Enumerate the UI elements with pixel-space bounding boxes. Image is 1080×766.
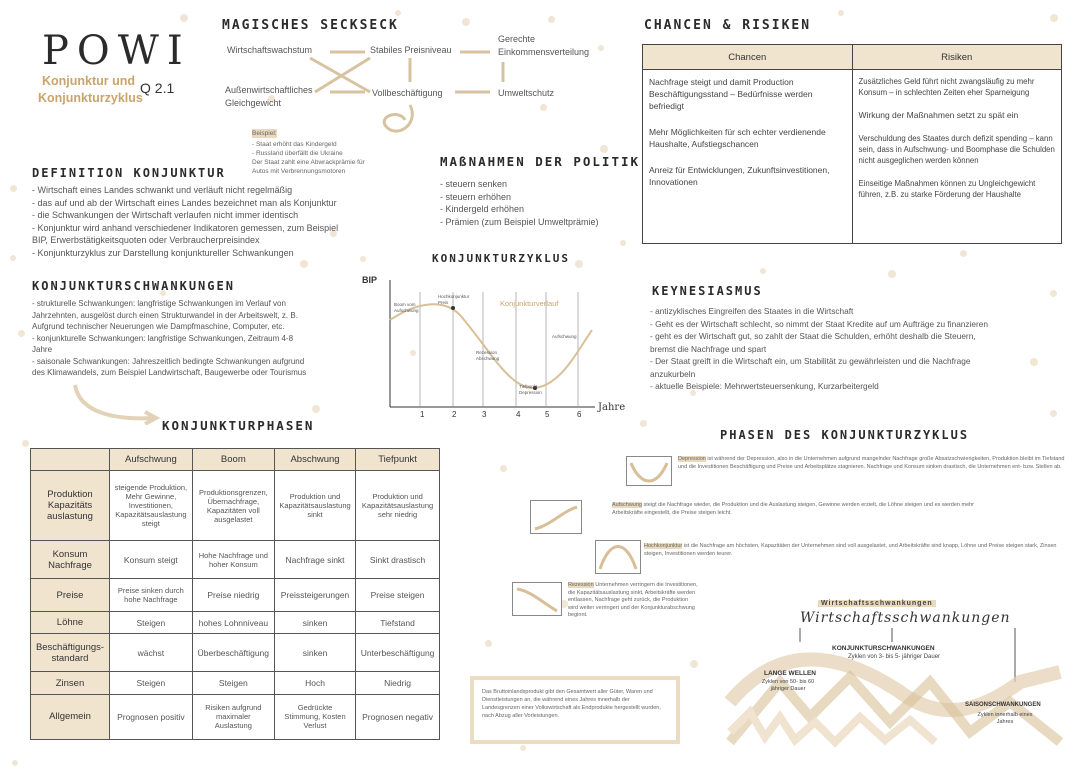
risiken-item: Verschuldung des Staates durch defizit spending – kann sein, dass in Aufschwung- und Boomphase die Schulden nicht ausgeglichen werden können	[858, 134, 1055, 166]
phase-text	[612, 502, 982, 517]
phase-icon-aufschwung	[530, 500, 582, 534]
definition-line: - das auf und ab der Wirtschaft eines Landes bezeichnet man als Konjunktur	[32, 197, 337, 208]
schwankungen-line: - saisonale Schwankungen: Jahreszeitlich bedingte Schwankungen aufgrund	[32, 356, 305, 366]
saison-sub: Zyklen innerhalb eines Jahres	[977, 712, 1033, 725]
example-line: - Russland überfällt die Ukraine	[252, 150, 343, 157]
phasen-cell: Steigen	[110, 611, 193, 634]
phasen-cell: Tiefstand	[356, 611, 440, 634]
chancen-risiken-table	[642, 44, 1062, 244]
phasen-cell: Produktion und Kapazitätsauslastung sehr niedrig	[356, 471, 440, 541]
phase-desc: steigt die Nachfrage wieder, die Produktion und die Auslastung steigen, Gewinne werden erzielt, die Löhne steigen und es werden mehr Arbeitskräfte eingestellt, die Preise steigen leicht.	[612, 502, 975, 516]
chart-label: Tiefpunkt Depression	[519, 384, 542, 395]
phasen-row	[31, 672, 440, 695]
phasen-cell: steigende Produktion, Mehr Gewinne, Investitionen, Kapazitätsauslastung steigt	[110, 471, 193, 541]
phase-icon-rezession	[512, 582, 562, 616]
chancen-item: Anreiz für Entwicklungen, Zukunftsinvestitionen, Innovationen	[649, 165, 830, 188]
chancen-item: Nachfrage steigt und damit Production Beschäftigungsstand – Bedürfnisse werden befriedigt	[649, 77, 813, 112]
phasen-row	[31, 541, 440, 579]
curl-arrow-icon	[380, 100, 420, 145]
zyklus-ylabel: BIP	[362, 275, 378, 285]
seckseck-example	[252, 122, 365, 176]
phase-desc: ist die Nachfrage am höchsten, Kapazitäten der Unternehmen sind voll ausgelastet, und Arbeitskräfte sind knapp, Löhne und Preise steigen stark, Zinsen steigen, Investitionen werden teurer.	[644, 543, 1057, 557]
bip-note-text: Das Bruttoinlandsprodukt gibt den Gesamtwert aller Güter, Waren und Dienstleistungen an, die während eines Jahres innerhalb der Landesgrenzen einer Volkswirtschaft als Endprodukte hergestellt wurden, nach Abzug aller Vorleistungen.	[482, 689, 661, 719]
massnahmen-item: - Kindergeld erhöhen	[440, 204, 525, 214]
phasen-cell: sinken	[274, 634, 355, 672]
keynes-line: bremst die Nachfrage und spart	[650, 343, 767, 354]
chancen-col-header: Chancen	[643, 45, 853, 70]
chart-label: Boom vom Aufschwung	[394, 302, 419, 313]
phasen-row-header: Preise	[31, 579, 110, 611]
risiken-col-header: Risiken	[852, 45, 1062, 70]
definition-text	[32, 184, 392, 259]
saison-title: SAISONSCHWANKUNGEN	[965, 702, 1041, 708]
schwankungen-line: Aufgrund technischer Neuerungen wie Dampfmaschine, Computer, etc.	[32, 322, 285, 331]
schwankungen-line: Jahrzehnten, ausgelöst durch einen Strukturwandel in der Arbeitswelt, z. B.	[32, 310, 298, 320]
phasen-row-header: Allgemein	[31, 694, 110, 739]
phasen-cell: Produktion und Kapazitätsauslastung sinkt	[274, 471, 355, 541]
seckseck-item-2: Stabiles Preisniveau	[370, 45, 452, 55]
seckseck-heading: MAGISCHES SECKSECK	[222, 18, 399, 33]
phase-desc: Unternehmen verringern die Investitionen, die Kapazitätsauslastung sinkt, Arbeitskräfte werden entlassen, Nachfrage geht zurück, die Produktion wird weiter verringert und der Konjunkturabschwung beginnt.	[568, 582, 698, 618]
phase-term: Depression	[678, 456, 706, 462]
keynes-heading: KEYNESIASMUS	[652, 284, 763, 298]
x-tick: 1	[420, 410, 425, 419]
schwankungen-heading: KONJUNKTURSCHWANKUNGEN	[32, 279, 235, 293]
keynes-line: - Der Staat greift in die Wirtschaft ein, um Stabilität zu gewährleisten und die Nachfrage	[650, 356, 971, 366]
phasen-cell: Unterbeschäftigung	[356, 634, 440, 672]
zyklus-ticks	[386, 410, 616, 422]
phase-icon-depression	[626, 456, 672, 486]
phasen-cell: Sinkt drastisch	[356, 541, 440, 579]
phasen-row	[31, 634, 440, 672]
phasen-col-header: Abschwung	[274, 449, 355, 471]
phasen-row	[31, 579, 440, 611]
phasen-cell: Hoch	[274, 672, 355, 695]
phase-desc: ist während der Depression, also in die Unternehmen aufgrund mangelnder Nachfrage große Absatzschwierigkeiten, Produktion bleibt im Tiefstand und die Investitionen Beschäftigung und Preise und Arbeitsplätze stagnieren. Nachfrage und Konsum sinken drastisch, die Unternehmen ent- bzw. Stellen ab.	[678, 456, 1065, 470]
phasen-row-header: Konsum Nachfrage	[31, 541, 110, 579]
phasen-cell: Steigen	[192, 672, 274, 695]
example-line: Autos mit Verbrennungsmotoren	[252, 168, 346, 175]
schwankungen-diagram-title: Wirtschaftsschwankungen	[800, 610, 1011, 626]
massnahmen-list	[440, 178, 620, 228]
definition-line: - Konjunkturzyklus zur Darstellung konjunktureller Schwankungen	[32, 247, 294, 258]
x-tick: 3	[482, 410, 487, 419]
chancen-item: Mehr Möglichkeiten für sch echter verdienende Haushalte, Aufstiegschancen	[649, 127, 826, 150]
phasen-cell: hohes Lohnniveau	[192, 611, 274, 634]
phasen-cell: sinken	[274, 611, 355, 634]
massnahmen-item: - steuern erhöhen	[440, 191, 512, 202]
keynes-line: - antizyklisches Eingreifen des Staates in die Wirtschaft	[650, 306, 854, 316]
zyklus-xlabel: Jahre	[598, 402, 626, 413]
phasen-col-header: Aufschwung	[110, 449, 193, 471]
seckseck-item-3: Gerechte Einkommensverteilung	[498, 34, 590, 57]
phase-text	[644, 543, 1064, 558]
course-code: Q 2.1	[140, 80, 175, 96]
curve-label: Konjunkturverlauf	[500, 299, 559, 308]
phasen-row	[31, 694, 440, 739]
seckseck-item-5: Vollbeschäftigung	[372, 88, 443, 98]
zyklusphasen-heading: PHASEN DES KONJUNKTURZYKLUS	[720, 428, 970, 442]
massnahmen-item: - Prämien (zum Beispiel Umweltprämie)	[440, 216, 599, 227]
seckseck-item-4: Außenwirtschaftliches Gleichgewicht	[225, 85, 313, 108]
phasen-cell: Preise sinken durch hohe Nachfrage	[110, 579, 193, 611]
phasen-cell: Konsum steigt	[110, 541, 193, 579]
definition-line: - Wirtschaft eines Landes schwankt und verläuft nicht regelmäßig	[32, 185, 293, 195]
definition-line: - die Schwankungen der Wirtschaft verlaufen nicht immer identisch	[32, 210, 299, 220]
keynes-line: anzukurbeln	[650, 368, 696, 379]
curved-arrow-icon	[70, 380, 160, 425]
keynes-line: - geht es der Wirtschaft gut, so zahlt der Staat die Schulden, erhöht deshalb die Steuern,	[650, 331, 976, 341]
schwankungen-line: des Klimawandels, zum Beispiel Landwirtschaft, Baugewerbe oder Tourismus	[32, 368, 307, 377]
chancen-heading: CHANCEN & RISIKEN	[644, 18, 812, 33]
phasen-cell: Prognosen positiv	[110, 694, 193, 739]
risiken-item: Einseitige Maßnahmen können zu Ungleichgewicht führen, z.B. zu starke Förderung der Haushalte	[858, 179, 1036, 200]
schwankungen-line: - strukturelle Schwankungen: langfristige Schwankungen im Verlauf von	[32, 299, 286, 308]
bip-note-box	[470, 676, 680, 744]
keynes-line: - Geht es der Wirtschaft schlecht, so nimmt der Staat Kredite auf um Aufträge zu finanzieren	[650, 318, 989, 329]
subtitle-line2: Konjunkturzyklus	[38, 91, 143, 105]
chart-label: Rezession Abschwung	[476, 350, 500, 361]
phasen-col-header	[31, 449, 110, 471]
lange-title: LANGE WELLEN	[764, 670, 816, 677]
phasen-cell: Prognosen negativ	[356, 694, 440, 739]
phasen-cell: Preise niedrig	[192, 579, 274, 611]
example-title: Beispiel:	[252, 130, 277, 137]
keynes-text	[650, 305, 1060, 393]
phasen-cell: Überbeschäftigung	[192, 634, 274, 672]
seckseck-item-6: Umweltschutz	[498, 88, 555, 98]
phasen-row	[31, 611, 440, 634]
phasen-col-header: Boom	[192, 449, 274, 471]
x-tick: 2	[452, 410, 457, 419]
phasen-cell: Hohe Nachfrage und hoher Konsum	[192, 541, 274, 579]
chart-label: Hochkonjunktur Preis	[438, 294, 470, 305]
phasen-cell: wächst	[110, 634, 193, 672]
page-title: POWI	[42, 28, 191, 74]
phasen-cell: Risiken aufgrund maximaler Auslastung	[192, 694, 274, 739]
massnahmen-heading: MAßNAHMEN DER POLITIK	[440, 154, 641, 169]
x-tick: 6	[577, 410, 582, 419]
phasen-row-header: Produktion Kapazitäts auslastung	[31, 471, 110, 541]
massnahmen-item: - steuern senken	[440, 179, 508, 189]
lange-sub: Zyklen von 50- bis 60 jähriger Dauer	[761, 679, 815, 692]
phasen-col-header: Tiefpunkt	[356, 449, 440, 471]
chart-label: Aufschwung	[552, 334, 577, 339]
definition-line: BIP, Erwerbstätigkeitsquoten oder Verbraucherpreisindex	[32, 235, 260, 245]
seckseck-item-1: Wirtschaftswachstum	[227, 45, 313, 55]
phase-icon-hochkonjunktur	[595, 540, 641, 574]
schwankungen-line: - konjunkturelle Schwankungen: langfristige Schwankungen, Zeitraum 4-8	[32, 333, 294, 343]
phasen-row-header: Zinsen	[31, 672, 110, 695]
schwankungen-diagram-tag: Wirtschaftsschwankungen	[818, 600, 936, 607]
konj-sub: Zyklen von 3- bis 5- jähriger Dauer	[848, 654, 941, 660]
phase-text	[568, 582, 698, 620]
x-tick: 5	[545, 410, 550, 419]
phasen-cell: Produktionsgrenzen, Übernachfrage, Kapazitäten voll ausgelastet	[192, 471, 274, 541]
subtitle-line1: Konjunktur und	[42, 74, 136, 88]
phasen-cell: Preise steigen	[356, 579, 440, 611]
phasen-cell: Gedrückte Stimmung, Kosten Verlust	[274, 694, 355, 739]
phasen-row	[31, 471, 440, 541]
risiken-item: Wirkung der Maßnahmen setzt zu spät ein	[858, 110, 1019, 121]
zyklus-heading: KONJUNKTURZYKLUS	[432, 252, 570, 265]
schwankungen-line: Jahre	[32, 345, 53, 354]
phase-term: Rezession	[568, 582, 594, 588]
example-line: Der Staat zahlt eine Abwrackprämie für	[252, 159, 365, 166]
konj-title: KONJUNKTURSCHWANKUNGEN	[832, 645, 935, 652]
schwankungen-text	[32, 298, 362, 379]
phasen-cell: Niedrig	[356, 672, 440, 695]
zyklus-chart	[360, 270, 600, 420]
phasen-heading: KONJUNKTURPHASEN	[162, 418, 315, 433]
phase-text	[678, 456, 1068, 471]
phasen-cell: Steigen	[110, 672, 193, 695]
phasen-row-header: Beschäftigungs-standard	[31, 634, 110, 672]
risiken-item: Zusätzliches Geld führt nicht zwangsläufig zu mehr Konsum – in schlechten Zeiten eher Sparneigung	[858, 77, 1035, 98]
x-tick: 4	[516, 410, 521, 419]
phase-term: Hochkonjunktur	[644, 543, 683, 549]
definition-heading: DEFINITION KONJUNKTUR	[32, 166, 226, 180]
example-line: - Staat erhöht das Kindergeld	[252, 141, 337, 148]
keynes-line: - aktuelle Beispiele: Mehrwertsteuersenkung, Kurzarbeitergeld	[650, 381, 879, 391]
phasen-table	[30, 448, 440, 740]
phasen-row-header: Löhne	[31, 611, 110, 634]
phasen-cell: Nachfrage sinkt	[274, 541, 355, 579]
definition-line: - Konjunktur wird anhand verschiedener Indikatoren gemessen, zum Beispiel	[32, 222, 339, 233]
phase-term: Aufschwung	[612, 502, 642, 508]
phasen-cell: Preissteigerungen	[274, 579, 355, 611]
